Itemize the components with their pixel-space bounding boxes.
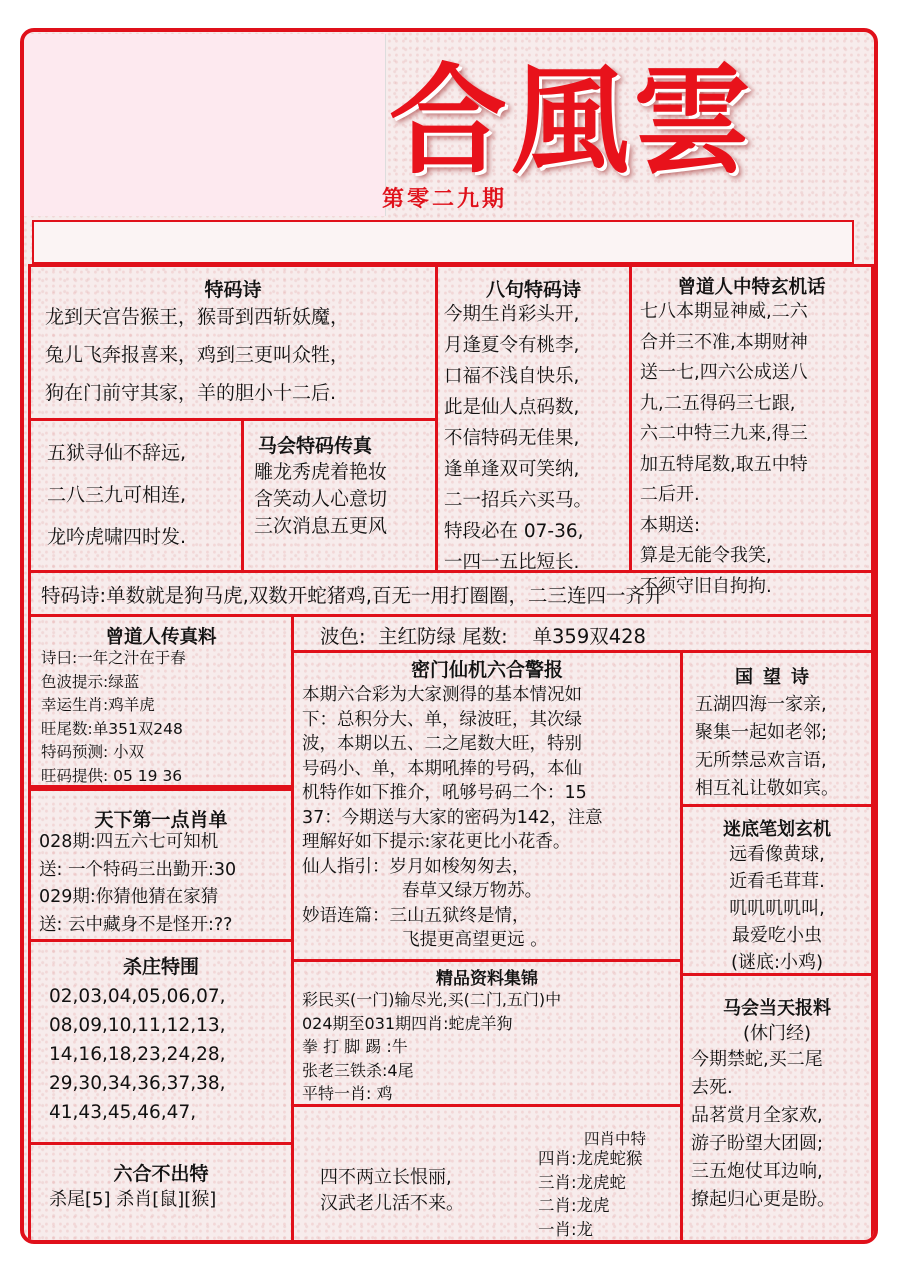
tianxia-body: 028期:四五六七可知机 送: 一个特码三出勤开:30 029期:你猜他猜在家猜 送: 云中藏身不是怪开:?? (39, 832, 237, 935)
section-sixiao (291, 1104, 683, 1244)
poem-line: 狗在门前守其家，羊的胆小十二后. (45, 382, 337, 404)
section-tianxia (28, 788, 294, 942)
masthead-blank-area (20, 34, 386, 216)
poem-line: 二八三九可相连, (47, 484, 187, 506)
sixiao-title: 四肖中特 (584, 1130, 647, 1148)
sixiao-list: 四肖:龙虎蛇猴 三肖:龙虎蛇 二肖:龙虎 一肖:龙 (538, 1149, 643, 1239)
section-bu-chu-te (28, 1142, 294, 1244)
midi-body: 远看像黄球, 近看毛茸茸. 叽叽叽叽叫, 最爱吃小虫 (谜底:小鸡) (729, 844, 825, 973)
mahui-today-body: 今期禁蛇,买二尾 去死. 品茗赏月全家欢, 游子盼望大团圆; 三五炮仗耳边响, 撩起归心更是盼。 (691, 1049, 835, 1210)
section-title: 曾道人传真料 (105, 627, 217, 648)
section-jingpin (291, 959, 683, 1107)
kill-list: 杀尾[5] 杀肖[鼠][猴] (49, 1189, 217, 1210)
section-zeng-xuanji (629, 264, 874, 597)
poem-line: 兔儿飞奔报喜来，鸡到三更叫众牲， (45, 344, 350, 366)
poem-line: 龙到天宫告猴王，猴哥到西斩妖魔， (45, 306, 350, 328)
jingpin-body: 彩民买(一门)输尽光,买(二门,五门)中 024期至031期四肖:蛇虎羊狗 拳 打 脚 踢 :牛 张老三铁杀:4尾 平特一肖: 鸡 (302, 990, 562, 1103)
poem-line: 含笑动人心意切 (254, 488, 388, 510)
tema-summary: 特码诗:单数就是狗马虎,双数开蛇猪鸡,百无一用打圈圈，二三连四一齐开 (41, 584, 665, 607)
section-title: 密门仙机六合警报 (410, 659, 563, 681)
section-title: 国望诗 (735, 667, 819, 688)
section-title: 八句特码诗 (485, 279, 581, 301)
mimen-body: 本期六合彩为大家测得的基本情况如 下：总积分大、单，绿波旺，其次绿 波，本期以五、二之尾数大旺，特别 号码小、单，本期吼捧的号码，本仙 机特作如下推介，吼够号码二个：15 37：今期送与大家的密码为142，注意 理解好如下提示:家花更比小花香。 仙人指引：岁月如梭匆匆去， 春草又绿万物苏。 妙语连篇：三山五狱终是情， 飞提更高望更远 。 (302, 685, 603, 950)
section-title: 马会当天报料 (723, 998, 831, 1019)
section-zeng-fax (28, 617, 294, 788)
section-title: 马会特码传真 (258, 435, 373, 457)
poem-line: 四不两立长恨丽, (320, 1167, 452, 1188)
section-shazhuang (28, 939, 294, 1145)
section-tema-full-row (28, 573, 874, 617)
guowang-body: 五湖四海一家亲, 聚集一起如老邻; 无所禁忌欢言语, 相互礼让敬如宾。 (695, 694, 839, 799)
issue-number: 第零二九期 (382, 187, 508, 212)
poem-line: 雕龙秀虎着艳妆 (254, 461, 388, 483)
poem-line: 三次消息五更风 (254, 515, 388, 537)
section-title: 天下第一点肖单 (94, 809, 228, 831)
section-bose (291, 617, 874, 653)
section-title: 迷底笔划玄机 (723, 819, 831, 840)
section-midi (680, 804, 874, 976)
section-title: 特码诗 (204, 279, 262, 301)
banner-strip (32, 220, 854, 264)
section-eight-lines (435, 264, 632, 573)
section-title: 精品资料集锦 (436, 969, 538, 989)
newspaper-page (20, 28, 878, 1244)
section-mimen (291, 650, 683, 962)
section-tema-poem (28, 264, 438, 421)
poem-body: 今期生肖彩头开, 月逢夏令有桃李, 口福不浅自快乐, 此是仙人点码数, 不信特码无佳果, 逢单逢双可笑纳, 二一招兵六买马。 特段必在 07-36, 一四一五比短长. (444, 304, 593, 573)
section-title: 曾道人中特玄机话 (677, 277, 826, 298)
section-mahui-fax (241, 421, 438, 573)
section-wuyu (28, 421, 244, 573)
poem-line: 五狱寻仙不辞远, (47, 442, 187, 464)
masthead-title: 合風雲 (389, 51, 756, 190)
poem-line: 汉武老儿活不来。 (320, 1193, 464, 1214)
poem-line: 龙吟虎啸四时发. (47, 526, 187, 548)
riddle-body: 七八本期显神威,二六 合并三不准,本期财神 送一七,四六公成送八 九,二五得码三七跟, 六二中特三九来,得三 加五特尾数,取五中特 二后开. 本期送: 算是无能令我笑, 不须守旧自拘拘. (640, 301, 808, 597)
fax-body: 诗曰:一年之汁在于春 色波提示:绿蓝 幸运生肖:鸡羊虎 旺尾数:单351双248 特码预测: 小双 旺码提供: 05 19 36 (41, 649, 186, 785)
section-mahui-today (680, 973, 874, 1244)
bose-text: 波色: 主红防绿 尾数: 单359双428 (320, 625, 646, 648)
section-title: 六合不出特 (113, 1163, 209, 1185)
section-title: 杀庄特围 (122, 956, 199, 978)
section-guowang (680, 650, 874, 807)
number-grid: 02,03,04,05,06,07, 08,09,10,11,12,13, 14,16,18,23,24,28, 29,30,34,36,37,38, 41,43,45,46,47, (49, 986, 226, 1123)
section-subtitle: (休门经) (742, 1023, 812, 1044)
